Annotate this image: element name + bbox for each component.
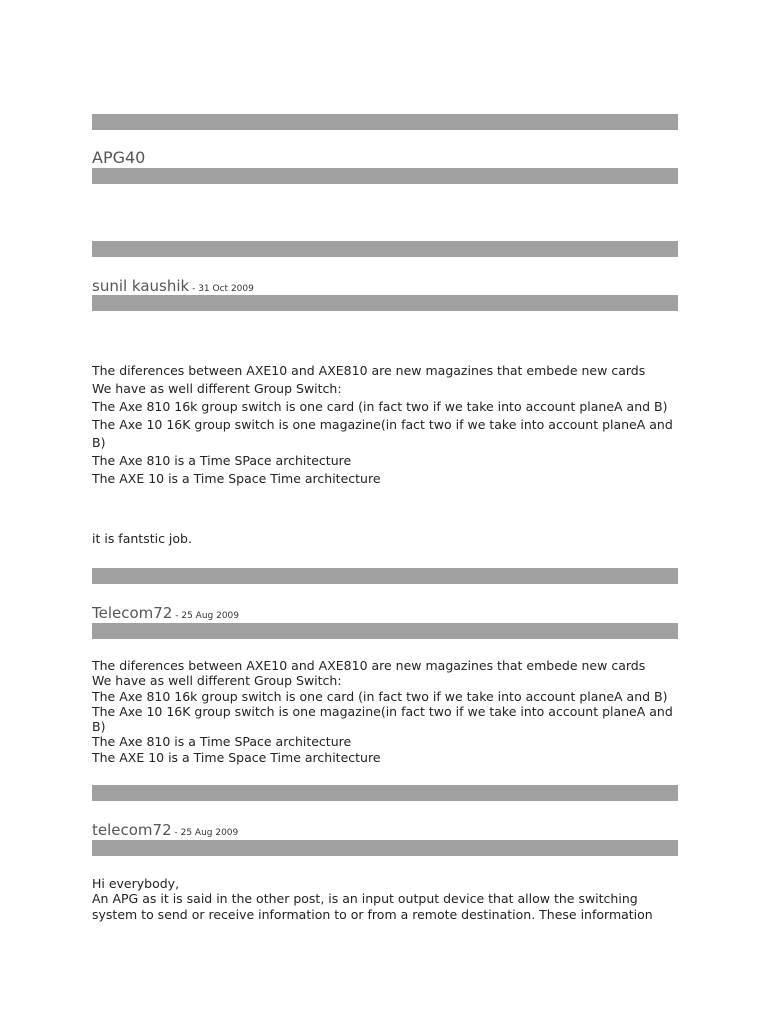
divider-bar (92, 295, 678, 311)
post-text-line: The Axe 810 16k group switch is one card (in fact two if we take into account planeA and B) (92, 688, 668, 704)
divider-bar (92, 168, 678, 184)
post-date: - 25 Aug 2009 (171, 828, 239, 838)
post-text-line: We have as well different Group Switch: (92, 381, 342, 396)
post-text-line: it is fantstic job. (92, 531, 192, 546)
post-text-line: The Axe 10 16K group switch is one magazine(in fact two if we take into account planeA and B) (92, 703, 673, 735)
post-header (92, 604, 239, 622)
post-text-line: The diferences between AXE10 and AXE810 are new magazines that embede new cards (92, 658, 646, 673)
post-text-line: Hi everybody, (92, 876, 180, 891)
divider-bar (92, 568, 678, 584)
post-date: - 31 Oct 2009 (189, 284, 254, 294)
post-text-line: The AXE 10 is a Time Space Time architecture (92, 471, 381, 486)
post-body (92, 362, 682, 488)
post-header (92, 277, 254, 295)
post-text-line: The Axe 810 is a Time SPace architecture (92, 453, 352, 468)
divider-bar (92, 840, 678, 856)
divider-bar (92, 785, 678, 801)
page-title: APG40 (92, 148, 146, 167)
post-text-line: The Axe 810 is a Time SPace architecture (92, 734, 352, 750)
post-footer-text (92, 530, 682, 548)
author-name: telecom72 (92, 821, 172, 839)
post-text-line: The Axe 10 16K group switch is one magazine(in fact two if we take into account planeA and B) (92, 417, 673, 450)
post-text-line: The AXE 10 is a Time Space Time architecture (92, 749, 381, 765)
post-body (92, 876, 682, 922)
divider-bar (92, 623, 678, 639)
post-text-line: The diferences between AXE10 and AXE810 are new magazines that embede new cards (92, 363, 646, 378)
divider-bar (92, 241, 678, 257)
divider-bar (92, 114, 678, 130)
post-date: - 25 Aug 2009 (172, 611, 239, 621)
post-header (92, 821, 238, 839)
post-text-line: We have as well different Group Switch: (92, 673, 342, 689)
author-name: sunil kaushik (92, 277, 190, 295)
post-text-line: system to send or receive information to or from a remote destination. These information (92, 906, 653, 922)
post-text-line: An APG as it is said in the other post, is an input output device that allow the switching (92, 891, 638, 907)
post-body (92, 658, 682, 765)
author-name: Telecom72 (92, 604, 173, 622)
post-text-line: The Axe 810 16k group switch is one card (in fact two if we take into account planeA and B) (92, 399, 668, 414)
